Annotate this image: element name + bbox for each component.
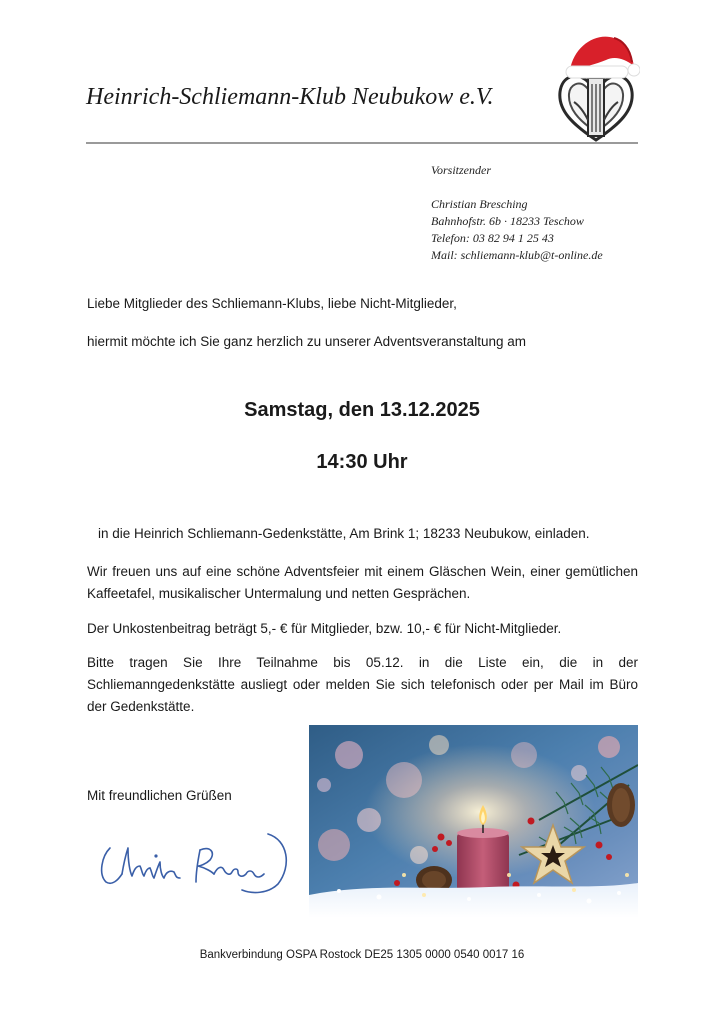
contact-block [431, 162, 651, 264]
bank-details-footer: Bankverbindung OSPA Rostock DE25 1305 0000 0540 0017 16 [199, 949, 525, 961]
contact-name: Christian Bresching [431, 197, 528, 211]
invite-intro: hiermit möchte ich Sie ganz herzlich zu unserer Adventsveranstaltung am [87, 334, 526, 349]
paragraph-festivities: Wir freuen uns auf eine schöne Adventsfeier mit einem Gläschen Wein, einer gemütlichen Kaffeetafel, musikalischer Untermalung und netten Gesprächen. [87, 564, 638, 601]
contact-mail: Mail: schliemann-klub@t-online.de [431, 248, 603, 262]
event-venue: in die Heinrich Schliemann-Gedenkstätte, Am Brink 1; 18233 Neubukow, einladen. [98, 526, 590, 541]
schliemann-club-emblem-with-santa-hat-icon [552, 28, 640, 148]
advent-candle-star-pinecones-photo [309, 725, 638, 918]
paragraph-registration: Bitte tragen Sie Ihre Teilnahme bis 05.12. in die Liste ein, die in der Schliemanngedenkstätte ausliegt oder melden Sie sich telefonisch oder per Mail im Büro der Gedenkstätte. [87, 655, 638, 714]
contact-role: Vorsitzender [431, 163, 491, 177]
closing-greeting: Mit freundlichen Grüßen [87, 788, 232, 803]
contact-address: Bahnhofstr. 6b · 18233 Teschow [431, 214, 584, 228]
contact-phone: Telefon: 03 82 94 1 25 43 [431, 231, 554, 245]
paragraph-fee: Der Unkostenbeitrag beträgt 5,- € für Mitglieder, bzw. 10,- € für Nicht-Mitglieder. [87, 621, 562, 636]
handwritten-signature [92, 826, 292, 896]
club-name-heading: Heinrich-Schliemann-Klub Neubukow e.V. [86, 84, 494, 110]
salutation: Liebe Mitglieder des Schliemann-Klubs, liebe Nicht-Mitglieder, [87, 296, 457, 311]
header-divider [86, 142, 638, 144]
event-date: Samstag, den 13.12.2025 [244, 399, 480, 421]
event-time: 14:30 Uhr [316, 451, 408, 473]
